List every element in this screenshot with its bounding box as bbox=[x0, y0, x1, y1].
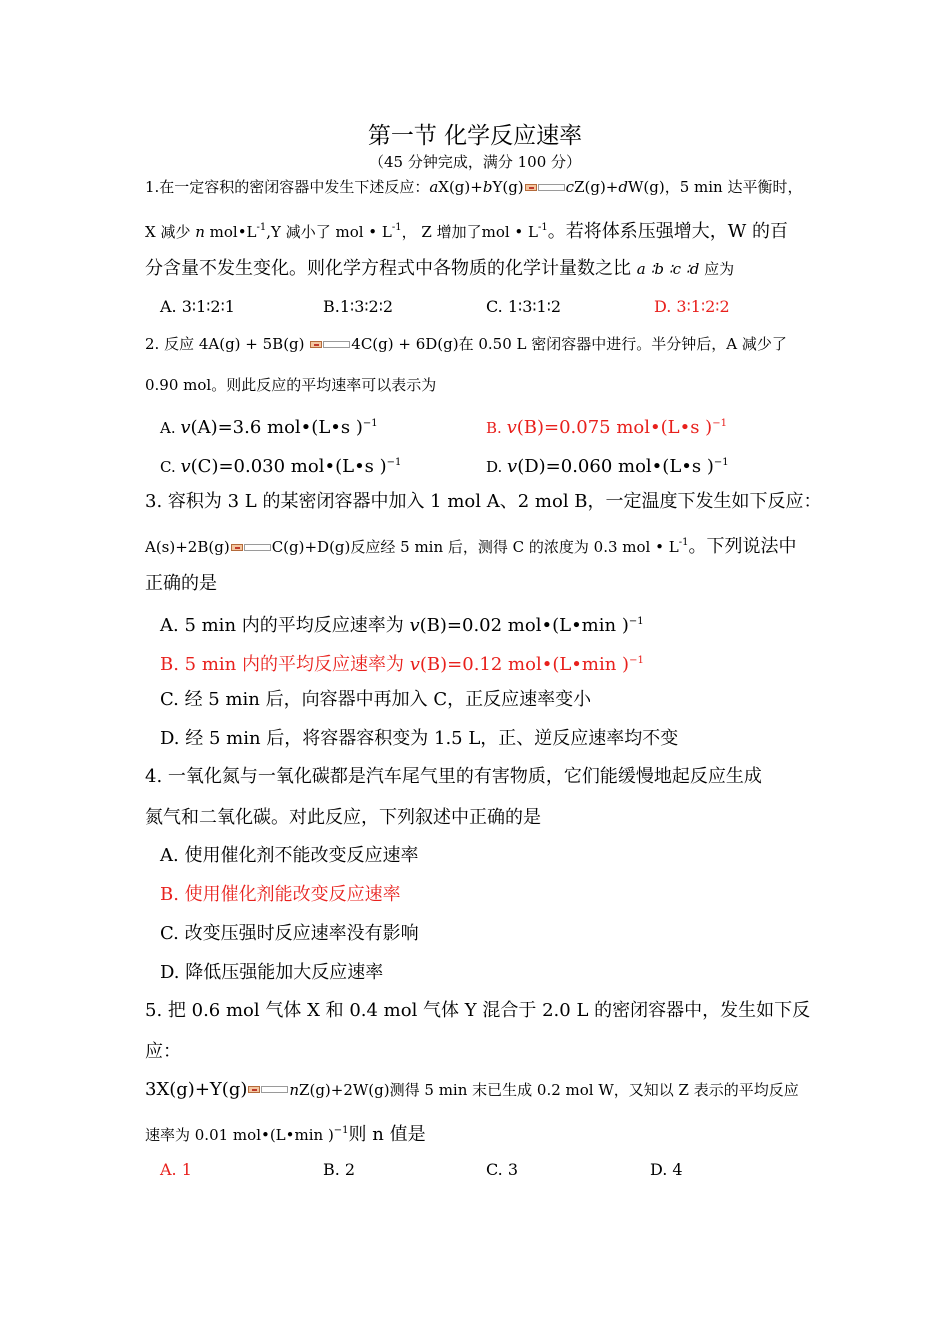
page-title: 第一节 化学反应速率 bbox=[367, 123, 583, 149]
q1-option-c: C. 1∶3∶1∶2 bbox=[486, 297, 562, 316]
q3-line3: 正确的是 bbox=[145, 573, 217, 594]
q3-option-a: A. 5 min 内的平均反应速率为 v(B)=0.02 mol•(L•min )$^{-1}$ bbox=[160, 615, 644, 636]
equilibrium-arrow-icon bbox=[310, 340, 350, 350]
q2-option-b-answer: B. v(B)=0.075 mol•(L•s )$^{-1}$ bbox=[486, 417, 727, 438]
q2-option-c: C. v(C)=0.030 mol•(L•s )$^{-1}$ bbox=[160, 456, 402, 477]
q5-line4: 速率为 0.01 mol•(L•min )$^{-1}$则 n 值是 bbox=[145, 1124, 426, 1145]
q4-option-b-answer: B. 使用催化剂能改变反应速率 bbox=[160, 884, 401, 905]
q2-line1: 2. 反应 4A(g) + 5B(g) 4C(g) + 6D(g)在 0.50 L 密闭容器中进行。半分钟后，A 减少了 bbox=[145, 335, 787, 353]
q1-option-d-answer: D. 3∶1∶2∶2 bbox=[654, 297, 730, 316]
q1-line2: X 减少 n $mol•L^{-1},Y$ 减小了 mol • $L^{-1}$， Z 增加了mol • $L^{-1}$。若将体系压强增大，W 的百 bbox=[145, 221, 788, 242]
q1-line3: 分含量不发生变化。则化学方程式中各物质的化学计量数之比 a ∶b ∶c ∶d 应为 bbox=[145, 258, 735, 279]
equilibrium-arrow-icon bbox=[231, 543, 271, 553]
q4-option-d: D. 降低压强能加大反应速率 bbox=[160, 962, 384, 983]
q2-option-d: D. v(D)=0.060 mol•(L•s )$^{-1}$ bbox=[486, 456, 729, 477]
q3-line2: A(s)+2B(g) C(g)+D(g)反应经 5 min 后，测得 C 的浓度为 0.3 mol • $L^{-1}$。下列说法中 bbox=[145, 536, 797, 557]
q2-line2: 0.90 mol。则此反应的平均速率可以表示为 bbox=[145, 376, 437, 394]
q5-option-a-answer: A. 1 bbox=[160, 1160, 192, 1179]
q3-option-c: C. 经 5 min 后，向容器中再加入 C，正反应速率变小 bbox=[160, 689, 592, 710]
equilibrium-arrow-icon bbox=[248, 1085, 288, 1095]
q4-option-c: C. 改变压强时反应速率没有影响 bbox=[160, 923, 419, 944]
q4-line1: 4. 一氧化氮与一氧化碳都是汽车尾气里的有害物质，它们能缓慢地起反应生成 bbox=[145, 766, 762, 787]
q1-option-b: B.1∶3∶2∶2 bbox=[323, 297, 394, 316]
q4-line2: 氮气和二氧化碳。对此反应，下列叙述中正确的是 bbox=[145, 807, 541, 828]
q4-option-a: A. 使用催化剂不能改变反应速率 bbox=[160, 845, 419, 866]
q3-option-b-answer: B. 5 min 内的平均反应速率为 v(B)=0.12 mol•(L•min )$^{-1}$ bbox=[160, 654, 644, 675]
q3-option-d: D. 经 5 min 后，将容器容积变为 1.5 L，正、逆反应速率均不变 bbox=[160, 728, 679, 749]
q5-line1: 5. 把 0.6 mol 气体 X 和 0.4 mol 气体 Y 混合于 2.0 L 的密闭容器中，发生如下反 bbox=[145, 1000, 811, 1021]
equilibrium-arrow-icon bbox=[525, 183, 565, 193]
q5-option-d: D. 4 bbox=[650, 1160, 683, 1179]
q1-line1: 1.在一定容积的密闭容器中发生下述反应：aX(g)+bY(g) cZ(g)+dW(g)，5 min 达平衡时， bbox=[145, 178, 803, 196]
q5-option-c: C. 3 bbox=[486, 1160, 519, 1179]
q2-option-a: A. v(A)=3.6 mol•(L•s )$^{-1}$ bbox=[160, 417, 378, 438]
q5-line2: 应： bbox=[145, 1041, 181, 1062]
q3-line1: 3. 容积为 3 L 的某密闭容器中加入 1 mol A、2 mol B，一定温度下发生如下反应： bbox=[145, 491, 822, 512]
q5-option-b: B. 2 bbox=[323, 1160, 356, 1179]
q5-line3: 3X(g)+Y(g) nZ(g)+2W(g)测得 5 min 末已生成 0.2 mol W，又知以 Z 表示的平均反应 bbox=[145, 1079, 799, 1100]
page-subtitle: （45 分钟完成，满分 100 分） bbox=[368, 153, 582, 171]
q1-option-a: A. 3∶1∶2∶1 bbox=[160, 297, 235, 316]
